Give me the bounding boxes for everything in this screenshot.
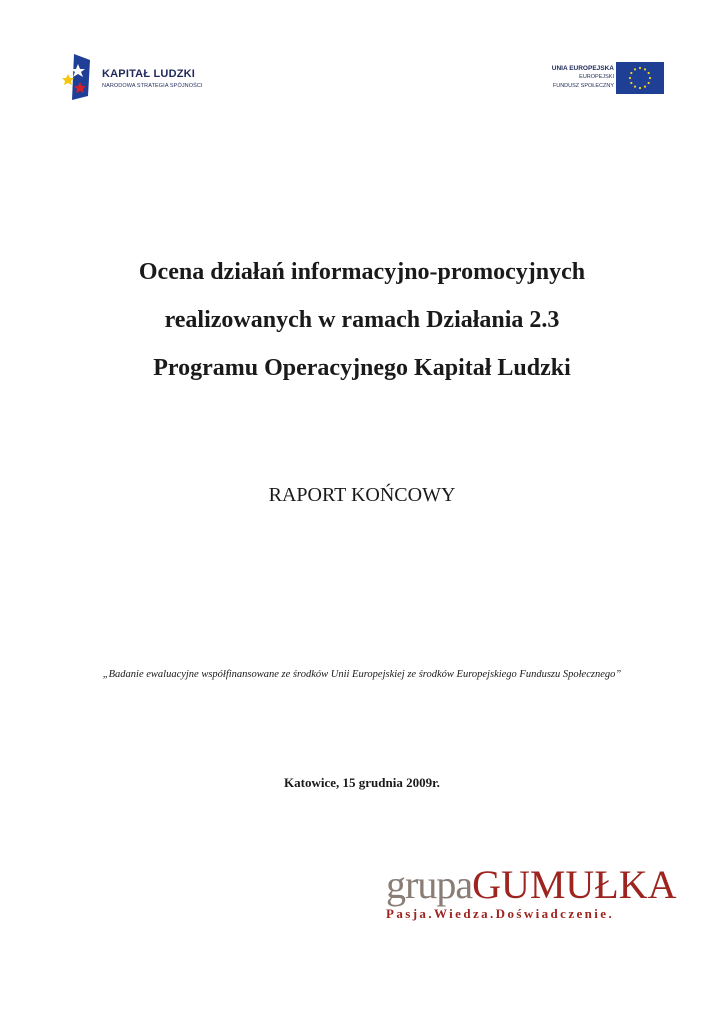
eu-star (634, 86, 636, 88)
eu-star (630, 82, 632, 84)
brand-wordmark (386, 862, 677, 908)
funding-note: „Badanie ewaluacyjne współfinansowane ze środków Unii Europejskiej ze środków Europejskiego Funduszu Społecznego” (102, 669, 622, 680)
title-line-3: Programu Operacyjnego Kapitał Ludzki (153, 355, 571, 381)
eu-star (639, 87, 641, 89)
brand-grupa: grupa (386, 862, 473, 907)
eu-star (630, 72, 632, 74)
document-title (40, 248, 684, 392)
eu-star (634, 68, 636, 70)
eu-flag-icon (616, 62, 664, 94)
eu-star (644, 68, 646, 70)
eu-logo-text (552, 64, 614, 91)
title-line-2: realizowanych w ramach Działania 2.3 (164, 307, 560, 333)
eu-star (629, 77, 631, 79)
eu-star (648, 82, 650, 84)
eu-line-2: EUROPEJSKI (579, 74, 614, 80)
eu-logo (504, 62, 664, 96)
report-label: RAPORT KOŃCOWY (268, 484, 456, 506)
eu-star (649, 77, 651, 79)
brand-name: GUMUŁKA (472, 862, 677, 907)
eu-line-3: FUNDUSZ SPOŁECZNY (552, 83, 614, 89)
document-date: Katowice, 15 grudnia 2009r. (284, 775, 440, 790)
grupa-gumulka-logo (386, 862, 677, 942)
eu-star (644, 86, 646, 88)
brand-tagline: Pasja.Wiedza.Doświadczenie. (386, 906, 615, 921)
kapital-ludzki-title: KAPITAŁ LUDZKI (102, 68, 196, 80)
eu-star (648, 72, 650, 74)
kapital-ludzki-logo (60, 52, 260, 102)
eu-star (639, 67, 641, 69)
title-line-1: Ocena działań informacyjno-promocyjnych (138, 259, 586, 285)
kapital-ludzki-subtitle: NARODOWA STRATEGIA SPÓJNOŚCI (102, 83, 203, 89)
kapital-ludzki-stars-icon (60, 52, 100, 102)
eu-line-1: UNIA EUROPEJSKA (551, 65, 614, 72)
